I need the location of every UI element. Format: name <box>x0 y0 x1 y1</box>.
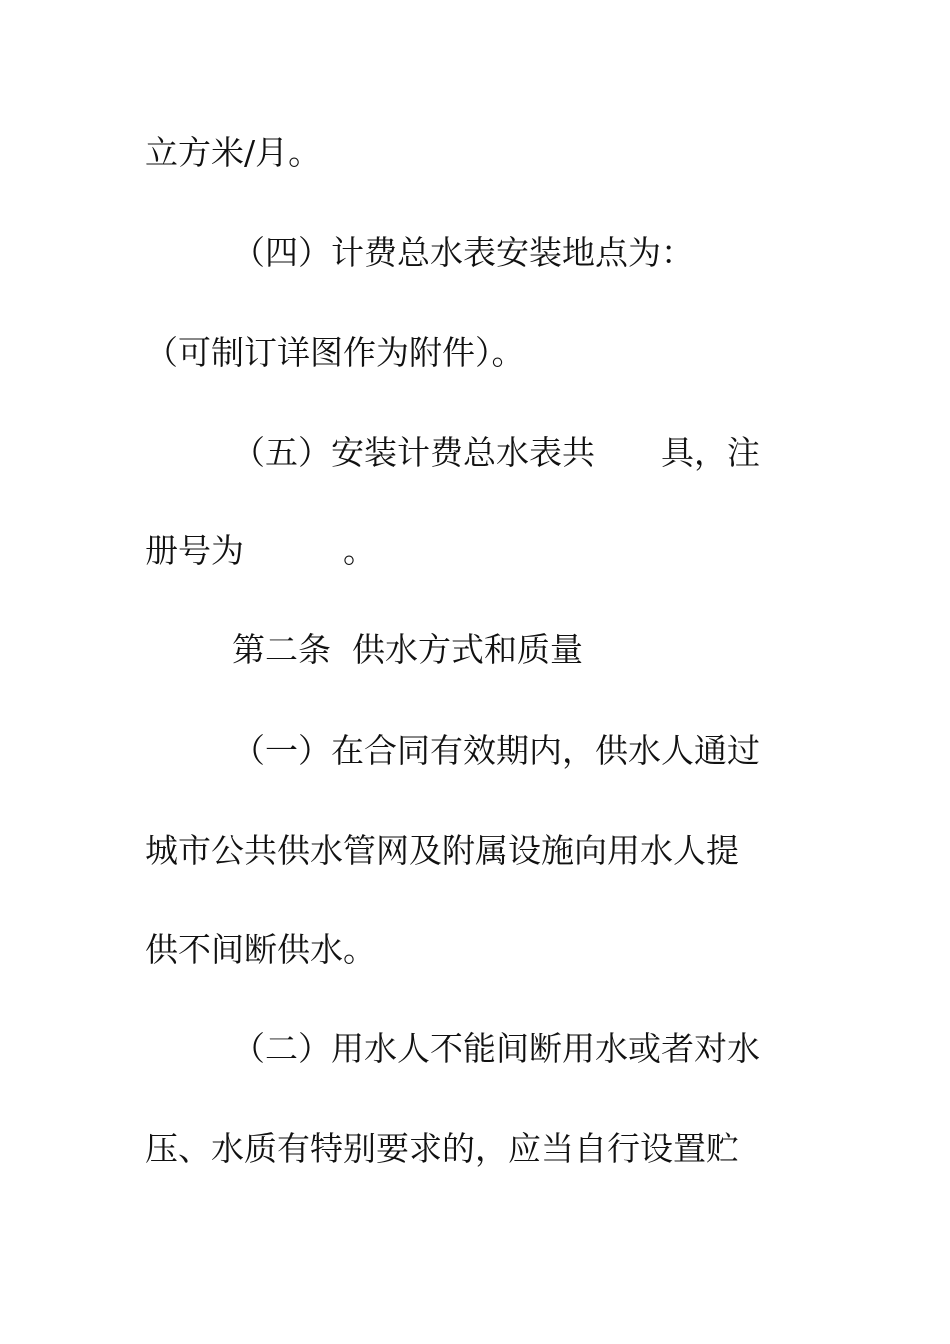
paragraph-line-10: 压、水质有特别要求的，应当自行设置贮 <box>145 1129 739 1168</box>
paragraph-line-9: （二）用水人不能间断用水或者对水 <box>232 1029 760 1068</box>
paragraph-line-3: （可制订详图作为附件）。 <box>145 333 525 372</box>
paragraph-line-7: 城市公共供水管网及附属设施向用水人提 <box>145 831 739 870</box>
paragraph-line-4: （五）安装计费总水表共 具，注 <box>232 433 760 472</box>
paragraph-line-6: （一）在合同有效期内，供水人通过 <box>232 731 760 770</box>
paragraph-line-5: 册号为 。 <box>145 531 376 570</box>
paragraph-line-8: 供不间断供水。 <box>145 930 376 969</box>
paragraph-line-1: 立方米/月。 <box>145 133 322 172</box>
paragraph-line-2: （四）计费总水表安装地点为： <box>232 233 694 272</box>
section-heading: 第二条 供水方式和质量 <box>232 630 583 669</box>
